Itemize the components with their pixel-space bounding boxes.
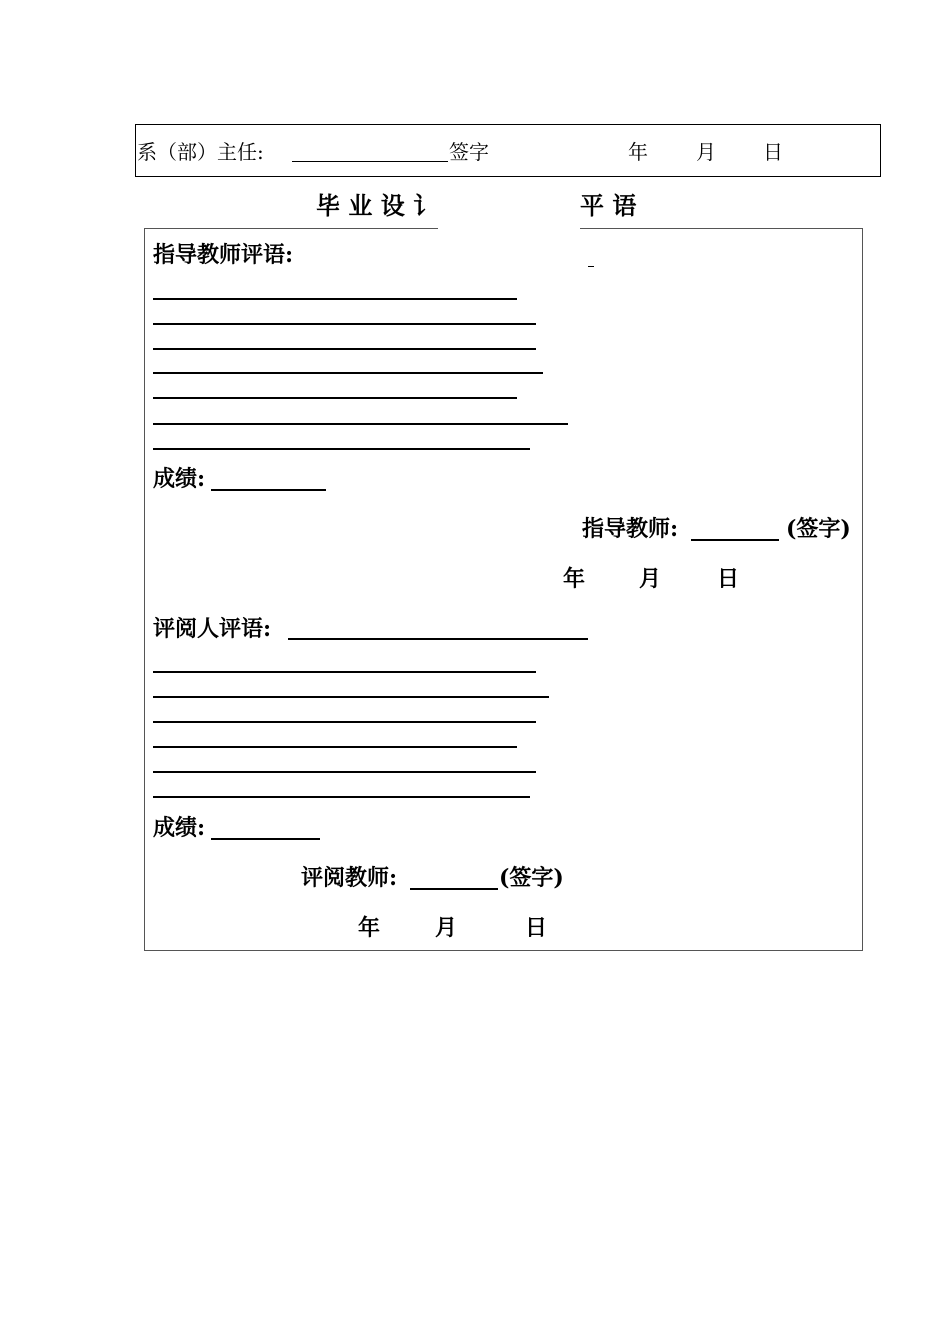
advisor-comment-line-3[interactable] bbox=[153, 348, 536, 350]
director-label: 系（部）主任: bbox=[137, 140, 264, 164]
reviewer-year-label: 年 bbox=[358, 915, 381, 941]
advisor-comment-line-6[interactable] bbox=[153, 423, 568, 425]
reviewer-comment-line-2[interactable] bbox=[153, 696, 549, 698]
advisor-grade-label: 成绩: bbox=[153, 466, 206, 492]
reviewer-sign-label: (签字) bbox=[499, 865, 564, 891]
reviewer-grade-label: 成绩: bbox=[153, 815, 206, 841]
advisor-comment-line-5[interactable] bbox=[153, 397, 517, 399]
advisor-grade-field[interactable] bbox=[211, 489, 326, 491]
reviewer-comment-line-0[interactable] bbox=[288, 638, 588, 640]
advisor-day-label: 日 bbox=[717, 566, 740, 592]
reviewer-month-label: 月 bbox=[435, 915, 458, 941]
reviewer-comment-line-3[interactable] bbox=[153, 721, 536, 723]
advisor-comment-line-1[interactable] bbox=[153, 298, 517, 300]
advisor-comment-line-2[interactable] bbox=[153, 323, 536, 325]
reviewer-grade-field[interactable] bbox=[211, 838, 320, 840]
title-occluder bbox=[438, 186, 580, 230]
advisor-comment-line-4[interactable] bbox=[153, 372, 543, 374]
director-day-label: 日 bbox=[763, 140, 783, 164]
advisor-comment-line-7[interactable] bbox=[153, 448, 530, 450]
advisor-year-label: 年 bbox=[563, 566, 586, 592]
reviewer-comment-line-6[interactable] bbox=[153, 796, 530, 798]
evaluation-box bbox=[144, 228, 863, 951]
director-month-label: 月 bbox=[696, 140, 716, 164]
stray-dash bbox=[588, 266, 594, 267]
reviewer-comment-line-5[interactable] bbox=[153, 771, 536, 773]
section-title-right: 平 语 bbox=[580, 191, 637, 220]
advisor-month-label: 月 bbox=[639, 566, 662, 592]
advisor-sign-label: (签字) bbox=[786, 516, 851, 542]
reviewer-teacher-field[interactable] bbox=[410, 888, 498, 890]
section-title-left: 毕 业 设 讠 bbox=[316, 191, 438, 220]
director-year-label: 年 bbox=[628, 140, 648, 164]
reviewer-comment-label: 评阅人评语: bbox=[153, 616, 272, 642]
reviewer-comment-line-1[interactable] bbox=[153, 671, 536, 673]
reviewer-day-label: 日 bbox=[525, 915, 548, 941]
reviewer-teacher-label: 评阅教师: bbox=[301, 865, 398, 891]
reviewer-comment-line-4[interactable] bbox=[153, 746, 517, 748]
advisor-teacher-field[interactable] bbox=[691, 539, 779, 541]
advisor-comment-label: 指导教师评语: bbox=[153, 242, 294, 268]
advisor-teacher-label: 指导教师: bbox=[582, 516, 679, 542]
director-name-field[interactable] bbox=[292, 161, 448, 162]
director-sign-label: 签字 bbox=[449, 140, 489, 164]
